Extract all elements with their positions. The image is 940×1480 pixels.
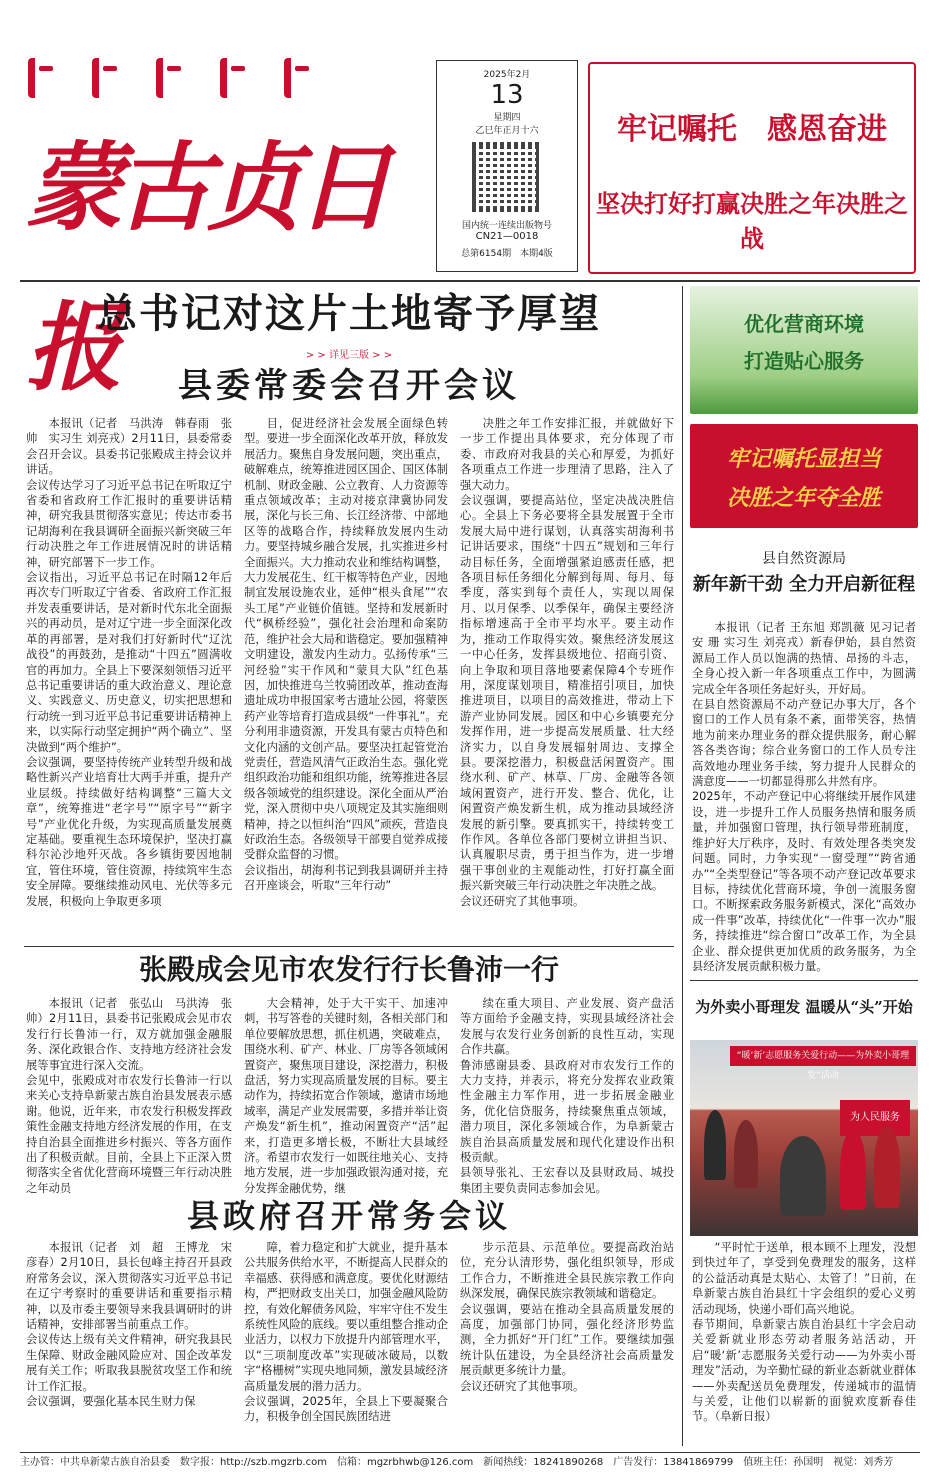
lead-subnote[interactable]: > > 详见三版 > > xyxy=(305,350,393,361)
mongolian-glyph xyxy=(284,58,310,98)
issue-number: 总第6154期 本期4版 xyxy=(461,249,553,259)
masthead-title: 蒙古贞日报 xyxy=(26,131,386,404)
mongolian-masthead xyxy=(28,56,388,100)
article3-col-1 xyxy=(26,1240,232,1446)
banner2-line-1: 牢记嘱托显担当 xyxy=(726,446,881,472)
photo-person xyxy=(874,1126,900,1208)
article1-col-3 xyxy=(460,416,674,944)
cn-number: CN21—0018 xyxy=(475,231,539,242)
weekday: 星期四 xyxy=(493,113,521,123)
photo-person xyxy=(780,1136,826,1216)
slogan-box xyxy=(588,62,916,274)
column-divider xyxy=(682,286,683,1446)
article1-headline[interactable]: 县委常委会召开会议 xyxy=(178,366,520,406)
article1-text: 目，促进经济社会发展全面绿色转型。要进一步全面深化改革开放，释放发展活力。聚焦自身发展问题，突出重点，破解难点，统筹推进园区国企、国区体制机制、财政金融、公立教育、人力资源等重点领域改革；主动对接京津冀协同发展，深化与长三角、长江经济带、中部地区等的战略合作，持续释放发展内生动力。要坚持城乡融合发展，扎实推进乡村全面振兴。大力推动农业和维结构调整，大力发展花生、红干椒等特色产业，因地制宜发展设施农业，延伸“根头食尾”“农头工尾”产业链价值链。坚持和发展新时代“枫桥经验”，强化社会治理和命案防范，维护社会大局和谐稳定。要加强精神文明建设，激发内生动力。弘扬传承“三河经验”实干作风和“蒙貝大队”红色基因，加快推进乌兰牧骑团改革，推动查海遗址成功申报国家考古遗址公园，将蒙医药产业等培育打造成县级“一件事礼”。充分利用非遗资源，开发具有蒙古贞特色和文化内涵的文创产品。要坚决扛起管党治党责任，营造风清气正政治生态。强化党组织政治功能和组织功能，统筹推进各层级各领域党的组织建设。深化全面从严治党，深入贯彻中央八项规定及其实施细则精神，持之以恒纠治“四风”顽疾，营造良好政治生态。各级领导干部要自觉养成接受群众监督的习惯。 会议指出，胡海利书记到我县调研并主持召开座谈会，听取“三年行动” xyxy=(244,417,448,893)
decisive-year-banner[interactable] xyxy=(690,424,918,528)
photo-person xyxy=(840,1130,866,1210)
article3-text: 步示范县、示范单位。要提高政治站位，充分认清形势，强化组织领导，形成工作合力，不断推进全县民族宗教工作向纵深发展，确保民族宗教领域和谐稳定。 会议强调，要站在推动全县高质量发展的高度，加强部门协同，强化经济形势监测，全力抓好“开门红”工作。要继续加强统计队伍建设，为全县经济社会高质量发展贡献更多统计力量。 会议还研究了其他事项。 xyxy=(460,1241,674,1393)
article2-text: 本报讯（记者 张弘山 马洪涛 张 帅）2月11日，县委书记张殿成会见市农发行行长鲁沛一行，双方就加强金融服务、深化政银合作、支持地方经济社会发展等事宜进行深入交流。 会见中，张殿成对市农发行长鲁沛一行以来关心支持阜新蒙古族自治县发展表示感谢。他说，近年来，市农发行积极发挥政策性金融支持地方经济发展的作用，在支持自治县全面推进乡村振兴、等各方面作出了积极贡献。目前，全县上下正深入贯彻落实全省优化营商环境暨三年行动决胜之年动员 xyxy=(26,997,232,1195)
story1-kicker: 县自然资源局 xyxy=(762,551,846,567)
lunar-date: 乙巳年正月十六 xyxy=(475,126,539,136)
article2-headline[interactable]: 张殿成会见市农发行行长鲁沛一行 xyxy=(138,953,559,986)
date-day: 13 xyxy=(490,80,524,110)
story1-title[interactable]: 新年新干劲 全力开启新征程 xyxy=(692,574,916,595)
volunteer-haircut-photo xyxy=(690,1040,918,1236)
lead-headline[interactable]: 总书记对这片土地寄予厚望 xyxy=(97,291,601,337)
mongolian-glyph xyxy=(220,58,246,98)
story1-body xyxy=(692,620,916,972)
photo-person xyxy=(734,1120,758,1188)
banner2-line-2: 决胜之年夺全胜 xyxy=(726,485,881,511)
article2-text: 大会精神，处于大干实干、加速冲刺，书写答卷的关键时刻，各相关部门和单位要解放思想，抓住机遇，突破难点，围绕水利、矿产、林业、厂房等各领域闲置资产，聚焦项目建设，深挖潜力，积极盘活，努力实现高质量发展的目标。要主动作为，持续拓宽合作领域，邀请市场地域率，满足产业发展需要，多措并举让资产焕发“新生机”，推动闲置资产“活”起来，打造更多增长极，不断壮大县域经济。希望市农发行一如既往地关心、支持地方发展，进一步加强政银沟通对接，充分发挥金融优势，继 xyxy=(244,997,448,1195)
photo-event-banner: “暖‘新’志愿服务关爱行动——为外卖小哥理发”活动 xyxy=(730,1046,916,1066)
article2-text: 续在重大项目、产业发展、资产盘活等方面给予金融支持，实现县域经济社会发展与农发行业务创新的良性互动，实现合作共赢。 鲁沛感谢县委、县政府对市农发行工作的大力支持，并表示，将充分发挥农业政策性金融主力军作用，进一步拓展金融业务，优化信贷服务，持续聚焦重点领域，潜力项目，深化多领域合作，为阜新蒙古族自治县高质量发展和现代化建设作出积极贡献。 县领导张礼、王宏春以及县财政局、城投集团主要负责同志参加会见。 xyxy=(460,997,674,1195)
mongolian-glyph xyxy=(156,58,182,98)
article3-text: 障，着力稳定和扩大就业，提升基本公共服务供给水平，不断提高人民群众的幸福感、获得感和满意度。要优化财源结构，严把财政支出关口，加强金融风险防控，有效化解债务风险，牢牢守住不发生系统性风险的底线。要以重组整合推动企业活力，以权力下放提升内部管理水平，以“三项制度改革”实现破冰破局，以数字“格栅树”实现央地同频，激发县域经济高质量发展的潜力活力。 会议强调，2025年，全县上下要凝聚合力，积极争创全国民族团结进 xyxy=(244,1241,448,1424)
qr-code-icon[interactable] xyxy=(472,142,542,212)
article3-col-2 xyxy=(244,1240,448,1446)
side-divider xyxy=(690,980,918,981)
mongolian-glyph xyxy=(92,58,118,98)
article1-text: 决胜之年工作安排汇报，并就做好下一步工作提出具体要求，充分体现了市委、市政府对我县的关心和厚爱，为抓好各项重点工作进一步理清了思路，注入了强大动力。 会议强调，要提高站位，坚定决战决胜信心。全县上下务必要将全县发展置于全市发展大局中进行谋划，认真落实胡海利书记讲话要求，围绕“十四五”规划和三年行动目标任务，全面增强紧迫感责任感，把各项目标任务细化分解到每周、每月、每季度，落实到每个责任人，实现以周保月、以月保季、以季保年，确保主要经济指标增速高于全市平均水平。要主动作为，推动工作取得实效。聚焦经济发展这一中心任务，发挥县级地位、招商引资、向上争取和项目落地要素保障4个专班作用，深度谋划项目，精准招引项目，加快推进项目，以项目的高效推进，带动上下游产业协同发展。园区和中心乡镇要充分发挥作用，进一步提高发展质量、壮大经济实力，以自身发展辐射周边、支撑全县。要深挖潜力，积极盘活闲置资产。围绕水利、矿产、林草、厂房、金融等各领域闲置资产，进行开发、整合、优化，让闲置资产焕发新生机，成为推动县域经济发展的新引擎。要真抓实干，持续转变工作作风。各单位各部门要树立讲担当识、认真履职尽责，勇于担当作为，进一步增强干事创业的主观能动性，打好打赢全面振兴新突破三年行动决胜之年决胜之战。 会议还研究了其他事项。 xyxy=(460,417,674,908)
masthead-divider xyxy=(20,280,920,282)
article-divider xyxy=(24,946,674,947)
issn-label: 国内统一连续出版物号 xyxy=(461,221,552,231)
article1-col-2 xyxy=(244,416,448,944)
slogan-line-1: 牢记嘱托 感恩奋进 xyxy=(617,112,887,147)
photo-person xyxy=(704,1110,726,1180)
article2-col-3 xyxy=(460,996,674,1195)
article1-text: 本报讯（记者 马洪涛 韩春雨 张 帅 实习生 刘亮戎）2月11日，县委常委会召开会议。县委书记张殿成主持会议并讲话。 会议传达学习了习近平总书记在听取辽宁省委和省政府工作汇报时的重要讲话精神，研究我县贯彻落实意见；传达市委书记胡海利在我县调研全面振兴新突破三年行动决胜之年工作进展情况时的讲话精神，研究部署下一步工作。 会议指出，习近平总书记在时隔12年后再次专门听取辽宁省委、省政府工作汇报并发表重要讲话，是对新时代东北全面振兴的再动员，是对辽宁进一步全面深化改革的再部署，是对我们打好新时代“辽沈战役”的再鼓劲，是推动“十四五”圆满收官的再加力。全县上下要深刻领悟习近平总书记重要讲话的重大政治意义、理论意义、实践意义、历史意义，切实把思想和行动统一到习近平总书记重要讲话精神上来，以实际行动坚定拥护“两个确立”、坚决做到“两个维护”。 会议强调，要坚持传统产业转型升级和战略性新兴产业培育壮大两手并重，提升产业层级。持续做好结构调整“三篇大文章”，统筹推进“老字号”“原字号”“新字号”产业优化升级，为实现高质量发展奠定基础。要重视生态环境保护，坚决打赢科尔沁沙地歼灭战。各乡镇街要因地制宜，管住环境，管住资源，持续筑牢生态安全屏障。要继续推动风电、光伏等多元发展，积极向上争取更多项 xyxy=(26,417,232,908)
footer-info: 主办管：中共阜新蒙古族自治县委 数字报：http://szb.mgzrb.com 信箱：mgzrbhwb@126.com 新闻热线：18241890268 广告发行：13841869799 值班主任：孙国明 视觉：刘秀芳 xyxy=(20,1452,920,1472)
article3-text: 本报讯（记者 刘 超 王博龙 宋彦春）2月10日，县长包峰主持召开县政府常务会议，深入贯彻落实习近平总书记在辽宁考察时的重要讲话和重要指示精神，以及市委主要领导来我县调研时的讲话精神，安排部署当前重点工作。 会议传达上级有关文件精神，研究我县民生保障、财政金融风险应对、国企改革发展有关工作；听取我县脱贫攻坚工作和统计工作汇报。 会议强调，要强化基本民生财力保 xyxy=(26,1241,232,1409)
article3-headline[interactable]: 县政府召开常务会议 xyxy=(186,1197,511,1235)
article1-col-1 xyxy=(26,416,232,944)
story2-title[interactable]: 为外卖小哥理发 温暖从“头”开始 xyxy=(695,998,913,1016)
story2-body xyxy=(692,1240,916,1446)
article2-col-2 xyxy=(244,996,448,1195)
mongolian-glyph xyxy=(28,58,54,98)
story2-text: “平时忙于送单，根本顾不上理发，没想到快过年了，享受到免费理发的服务，这样的公益活动真是太贴心、太管了！”日前，在阜新蒙古族自治县红十字会组织的爱心义剪活动现场，快递小哥们高兴地说。 春节期间，阜新蒙古族自治县红十字会启动关爱新就业形态劳动者服务站活动，开启“暖‘新’志愿服务关爱行动——为外卖小哥理发”活动，为辛勤忙碌的新业态新就业群体——外卖配送员免费理发，传递城市的温情与关爱，让他们以崭新的面貌欢度新春佳节。（阜新日报） xyxy=(692,1241,916,1424)
photo-sign: 为人民服务 xyxy=(840,1100,910,1136)
slogan-line-2: 坚决打好打赢决胜之年决胜之战 xyxy=(596,189,908,253)
story1-text: 本报讯（记者 王东旭 郑凯薇 见习记者 安 珊 实习生 刘亮戎）新春伊始，县自然资源局工作人员以饱满的热情、昂扬的斗志，全身心投入新一年各项重点工作中，为圆满完成全年各项任务起好头，开好局。 在县自然资源局不动产登记办事大厅，各个窗口的工作人员有条不紊，面带笑容，热情地为前来办理业务的群众提供服务，耐心解答各类咨询；综合业务窗口的工作人员专注高效地办理业务手续，努力提升人民群众的满意度——一切都显得那么井然有序。 2025年，不动产登记中心将继续开展作风建设，进一步提升工作人员服务热情和服务质量，并加强窗口管理，执行领导带班制度，维护好大厅秩序，及时、有效处理各类突发问题。同时，力争实现“一窗受理”“跨省通办”“全类型登记”等各项不动产登记改革要求目标，持续优化营商环境，争创一流服务窗口。不断探索政务服务新模式，深化“高效办成一件事”改革，持续优化“一件事一次办”服务，持续推进“综合窗口”改革工作，为全县企业、群众提供更加优质的政务服务，为全县经济发展贡献积极力量。 xyxy=(692,621,916,973)
date-box xyxy=(436,60,578,272)
article2-col-1 xyxy=(26,996,232,1195)
banner1-line-2: 打造贴心服务 xyxy=(744,349,864,373)
business-environment-banner[interactable] xyxy=(690,286,918,414)
banner1-line-1: 优化营商环境 xyxy=(744,312,864,336)
date-line: 2025年2月 xyxy=(483,70,531,80)
article3-col-3 xyxy=(460,1240,674,1446)
